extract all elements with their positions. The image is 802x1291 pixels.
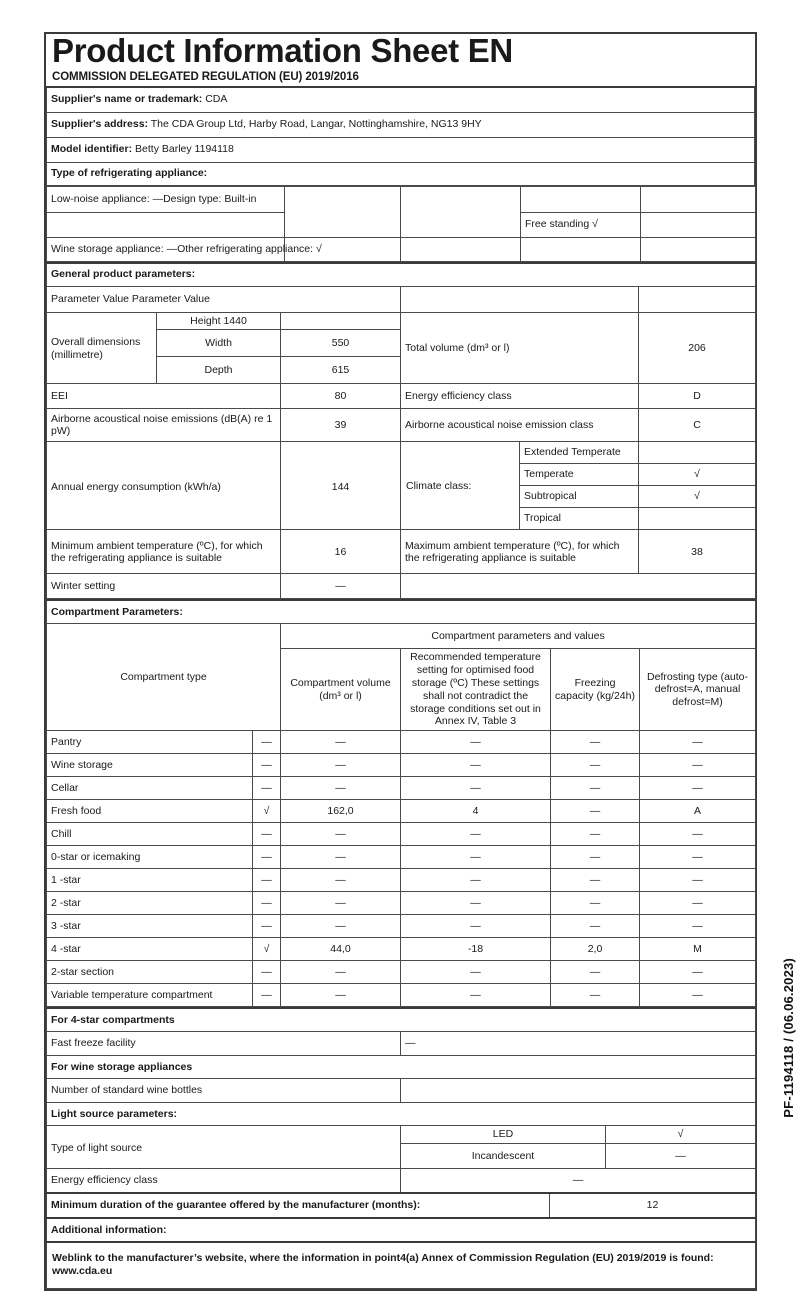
weblink-text: Weblink to the manufacturer’s website, where the information in point4(a) Annex of Commission Regulation (EU) 2019/2019 is found: www.cda.eu bbox=[47, 1242, 756, 1289]
dimensions-height-row bbox=[47, 312, 756, 330]
wine-storage-section-row bbox=[47, 1056, 756, 1079]
appliance-type-blank-b bbox=[401, 186, 521, 237]
compartment-freezing: — bbox=[551, 823, 640, 846]
compartment-present: — bbox=[253, 892, 281, 915]
climate-value-temperate: √ bbox=[639, 464, 755, 486]
compartment-volume: — bbox=[281, 892, 401, 915]
energy-class-value: D bbox=[639, 384, 756, 409]
compartment-defrost: — bbox=[640, 823, 756, 846]
subtitle-row bbox=[46, 69, 755, 86]
low-noise-cell bbox=[47, 186, 285, 212]
document-reference-code: PF-1194118 / (06.06.2023) bbox=[781, 958, 796, 1118]
table-row bbox=[47, 984, 756, 1007]
supplier-address-label: Supplier's address: bbox=[51, 118, 149, 131]
compartment-name: Wine storage bbox=[47, 754, 253, 777]
table-row bbox=[47, 823, 756, 846]
compartment-defrost-header: Defrosting type (auto-defrost=A, manual defrost=M) bbox=[640, 649, 756, 731]
fast-freeze-value: — bbox=[401, 1032, 756, 1056]
supplier-name-row bbox=[47, 87, 755, 113]
subtitle-cell bbox=[46, 69, 755, 86]
compartment-volume: — bbox=[281, 823, 401, 846]
compartment-temp: — bbox=[401, 731, 551, 754]
header-block bbox=[46, 34, 755, 86]
compartment-defrost: — bbox=[640, 777, 756, 800]
fast-freeze-row bbox=[47, 1032, 756, 1056]
annual-energy-label: Annual energy consumption (kWh/a) bbox=[47, 442, 281, 530]
compartment-present: √ bbox=[253, 800, 281, 823]
compartment-defrost: — bbox=[640, 984, 756, 1007]
wine-bottles-value bbox=[401, 1079, 756, 1103]
winter-setting-blank bbox=[401, 574, 756, 599]
led-value: √ bbox=[606, 1126, 756, 1144]
height-label: Height 1440 bbox=[157, 312, 281, 330]
footer-block bbox=[46, 1007, 756, 1289]
title-row bbox=[46, 34, 755, 69]
general-section-row bbox=[47, 263, 756, 287]
model-identifier-value: Betty Barley 1194118 bbox=[135, 143, 234, 156]
supplier-name-label: Supplier's name or trademark: bbox=[51, 93, 203, 106]
winter-setting-row bbox=[47, 574, 756, 599]
compartment-present: — bbox=[253, 754, 281, 777]
climate-value-extended-temperate bbox=[639, 442, 755, 464]
light-source-led-row bbox=[47, 1126, 756, 1144]
compartment-name: 2-star section bbox=[47, 961, 253, 984]
light-source-section-row bbox=[47, 1103, 756, 1126]
compartment-defrost: — bbox=[640, 846, 756, 869]
compartment-volume: 162,0 bbox=[281, 800, 401, 823]
wine-other-blank-d bbox=[641, 237, 756, 261]
appliance-type-section-label: Type of refrigerating appliance: bbox=[47, 162, 755, 185]
table-row bbox=[47, 892, 756, 915]
guarantee-value: 12 bbox=[550, 1193, 756, 1218]
led-label: LED bbox=[401, 1126, 606, 1144]
compartment-name: Cellar bbox=[47, 777, 253, 800]
compartment-freezing: — bbox=[551, 892, 640, 915]
compartment-freezing: — bbox=[551, 984, 640, 1007]
min-ambient-label: Minimum ambient temperature (ºC), for which the refrigerating appliance is suitable bbox=[47, 530, 281, 574]
table-row bbox=[47, 938, 756, 961]
low-noise-spacer bbox=[47, 212, 285, 237]
overall-dimensions-label: Overall dimensions (millimetre) bbox=[47, 312, 157, 384]
compartment-present: — bbox=[253, 731, 281, 754]
model-identifier-label: Model identifier: bbox=[51, 143, 133, 156]
supplier-name-cell bbox=[47, 87, 755, 113]
compartment-defrost: — bbox=[640, 869, 756, 892]
compartment-defrost: — bbox=[640, 754, 756, 777]
additional-info-section-label: Additional information: bbox=[47, 1218, 756, 1242]
light-source-section-label: Light source parameters: bbox=[47, 1103, 756, 1126]
compartment-volume: 44,0 bbox=[281, 938, 401, 961]
compartment-present: — bbox=[253, 823, 281, 846]
ambient-temperature-row bbox=[47, 530, 756, 574]
compartment-freezing: — bbox=[551, 915, 640, 938]
table-row bbox=[47, 961, 756, 984]
wine-other-blank-c bbox=[521, 237, 641, 261]
compartment-temp: — bbox=[401, 846, 551, 869]
energy-class-label: Energy efficiency class bbox=[401, 384, 639, 409]
compartment-volume: — bbox=[281, 961, 401, 984]
wine-other-label: Wine storage appliance: —Other refrigerating appliance: √ bbox=[51, 242, 322, 255]
supplier-name-value: CDA bbox=[205, 93, 228, 106]
product-information-sheet bbox=[44, 32, 757, 1291]
compartment-name: 0-star or icemaking bbox=[47, 846, 253, 869]
parameter-value-header: Parameter Value Parameter Value bbox=[47, 286, 401, 312]
compartment-volume: — bbox=[281, 754, 401, 777]
light-energy-class-label: Energy efficiency class bbox=[47, 1169, 401, 1194]
page-subtitle: COMMISSION DELEGATED REGULATION (EU) 2019/2016 bbox=[52, 70, 359, 83]
compartment-freezing: — bbox=[551, 869, 640, 892]
compartment-defrost: M bbox=[640, 938, 756, 961]
appliance-type-block bbox=[46, 186, 756, 262]
width-value: 550 bbox=[281, 330, 401, 357]
climate-row-subtropical: Subtropical bbox=[520, 486, 639, 508]
compartment-temp: — bbox=[401, 777, 551, 800]
winter-setting-value: — bbox=[281, 574, 401, 599]
model-identifier-row bbox=[47, 137, 755, 162]
general-section-label: General product parameters: bbox=[47, 263, 756, 287]
parameter-value-header-row bbox=[47, 286, 756, 312]
compartment-temp: — bbox=[401, 892, 551, 915]
guarantee-row bbox=[47, 1193, 756, 1218]
supplier-address-value: The CDA Group Ltd, Harby Road, Langar, Nottinghamshire, NG13 9HY bbox=[150, 118, 482, 131]
weblink-row bbox=[47, 1242, 756, 1289]
supplier-address-row bbox=[47, 112, 755, 137]
free-standing-label: Free standing √ bbox=[521, 212, 641, 237]
compartment-freezing: — bbox=[551, 846, 640, 869]
parameter-value-blank-b bbox=[639, 286, 756, 312]
compartment-name: 1 -star bbox=[47, 869, 253, 892]
compartment-temp: — bbox=[401, 823, 551, 846]
wine-bottles-row bbox=[47, 1079, 756, 1103]
compartment-name: 3 -star bbox=[47, 915, 253, 938]
compartment-header-row-1 bbox=[47, 624, 756, 649]
max-ambient-label: Maximum ambient temperature (ºC), for which the refrigerating appliance is suitable bbox=[401, 530, 639, 574]
compartment-name: Fresh food bbox=[47, 800, 253, 823]
total-volume-value: 206 bbox=[639, 312, 756, 384]
supplier-block bbox=[46, 86, 755, 186]
wine-storage-section-label: For wine storage appliances bbox=[47, 1056, 756, 1079]
compartment-freezing: — bbox=[551, 754, 640, 777]
supplier-address-cell bbox=[47, 112, 755, 137]
compartment-name: 4 -star bbox=[47, 938, 253, 961]
table-row bbox=[47, 754, 756, 777]
compartment-defrost: — bbox=[640, 915, 756, 938]
compartment-present: — bbox=[253, 961, 281, 984]
climate-class-names bbox=[519, 442, 639, 529]
compartment-freezing-header: Freezing capacity (kg/24h) bbox=[551, 649, 640, 731]
compartment-params-header: Compartment parameters and values bbox=[281, 624, 756, 649]
appliance-type-blank-d bbox=[641, 186, 756, 212]
light-energy-class-value: — bbox=[401, 1169, 756, 1194]
compartment-freezing: — bbox=[551, 731, 640, 754]
parameter-value-blank-a bbox=[401, 286, 639, 312]
light-energy-class-row bbox=[47, 1169, 756, 1194]
total-volume-label: Total volume (dm³ or l) bbox=[401, 312, 639, 384]
eei-row bbox=[47, 384, 756, 409]
climate-class-cell bbox=[401, 442, 639, 530]
low-noise-row bbox=[47, 186, 756, 212]
free-standing-blank bbox=[641, 212, 756, 237]
compartment-defrost: — bbox=[640, 731, 756, 754]
page-title: Product Information Sheet EN bbox=[52, 32, 513, 69]
compartment-section-row bbox=[47, 600, 756, 624]
compartment-name: Pantry bbox=[47, 731, 253, 754]
incandescent-label: Incandescent bbox=[401, 1144, 606, 1169]
compartment-temp: — bbox=[401, 869, 551, 892]
climate-value-tropical bbox=[639, 508, 755, 529]
table-row bbox=[47, 915, 756, 938]
eei-value: 80 bbox=[281, 384, 401, 409]
compartment-freezing: 2,0 bbox=[551, 938, 640, 961]
compartment-freezing: — bbox=[551, 961, 640, 984]
depth-label: Depth bbox=[157, 357, 281, 384]
compartment-temp: -18 bbox=[401, 938, 551, 961]
model-identifier-cell bbox=[47, 137, 755, 162]
compartment-temp: 4 bbox=[401, 800, 551, 823]
climate-class-values bbox=[639, 442, 756, 530]
table-row bbox=[47, 731, 756, 754]
table-row bbox=[47, 800, 756, 823]
climate-class-label: Climate class: bbox=[406, 479, 472, 492]
noise-label: Airborne acoustical noise emissions (dB(A) re 1 pW) bbox=[47, 409, 281, 442]
compartment-name: 2 -star bbox=[47, 892, 253, 915]
table-row bbox=[47, 869, 756, 892]
depth-value: 615 bbox=[281, 357, 401, 384]
appliance-type-blank-a bbox=[285, 186, 401, 237]
compartment-temp: — bbox=[401, 961, 551, 984]
low-noise-label: Low-noise appliance: —Design type: Built-in bbox=[51, 192, 257, 205]
wine-other-row bbox=[47, 237, 756, 261]
wine-other-cell bbox=[47, 237, 322, 261]
compartment-present: — bbox=[253, 984, 281, 1007]
wine-bottles-label: Number of standard wine bottles bbox=[47, 1079, 401, 1103]
width-label: Width bbox=[157, 330, 281, 357]
light-source-type-label: Type of light source bbox=[47, 1126, 401, 1169]
eei-label: EEI bbox=[47, 384, 281, 409]
compartment-defrost: — bbox=[640, 961, 756, 984]
climate-row-extended-temperate: Extended Temperate bbox=[520, 442, 639, 464]
compartment-freezing: — bbox=[551, 800, 640, 823]
appliance-type-section-row bbox=[47, 162, 755, 185]
compartment-freezing: — bbox=[551, 777, 640, 800]
compartment-volume: — bbox=[281, 731, 401, 754]
table-row bbox=[47, 777, 756, 800]
four-star-section-row bbox=[47, 1008, 756, 1032]
title-cell bbox=[46, 34, 755, 69]
compartment-present: — bbox=[253, 915, 281, 938]
compartment-defrost: A bbox=[640, 800, 756, 823]
appliance-type-blank-c bbox=[521, 186, 641, 212]
min-ambient-value: 16 bbox=[281, 530, 401, 574]
compartment-volume-header: Compartment volume (dm³ or l) bbox=[281, 649, 401, 731]
compartment-volume: — bbox=[281, 846, 401, 869]
compartment-present: √ bbox=[253, 938, 281, 961]
table-row bbox=[47, 846, 756, 869]
compartment-defrost: — bbox=[640, 892, 756, 915]
climate-value-subtropical: √ bbox=[639, 486, 755, 508]
guarantee-label: Minimum duration of the guarantee offered by the manufacturer (months): bbox=[47, 1193, 550, 1218]
compartment-name: Variable temperature compartment bbox=[47, 984, 253, 1007]
compartment-type-header: Compartment type bbox=[47, 624, 281, 731]
compartment-temp-header: Recommended temperature setting for optimised food storage (ºC) These settings shall not contradict the storage conditions set out in Annex IV, Table 3 bbox=[401, 649, 551, 731]
height-value bbox=[281, 312, 401, 330]
compartment-present: — bbox=[253, 777, 281, 800]
noise-row bbox=[47, 409, 756, 442]
wine-other-blank-b bbox=[401, 237, 521, 261]
climate-row-temperate: Temperate bbox=[520, 464, 639, 486]
compartment-volume: — bbox=[281, 915, 401, 938]
fast-freeze-label: Fast freeze facility bbox=[47, 1032, 401, 1056]
noise-class-label: Airborne acoustical noise emission class bbox=[401, 409, 639, 442]
general-parameters-block bbox=[46, 262, 756, 600]
four-star-section-label: For 4-star compartments bbox=[47, 1008, 756, 1032]
winter-setting-label: Winter setting bbox=[47, 574, 281, 599]
compartment-parameters-block bbox=[46, 599, 756, 1007]
noise-value: 39 bbox=[281, 409, 401, 442]
compartment-volume: — bbox=[281, 984, 401, 1007]
incandescent-value: — bbox=[606, 1144, 756, 1169]
annual-energy-value: 144 bbox=[281, 442, 401, 530]
additional-info-section-row bbox=[47, 1218, 756, 1242]
noise-class-value: C bbox=[639, 409, 756, 442]
compartment-present: — bbox=[253, 869, 281, 892]
compartment-temp: — bbox=[401, 754, 551, 777]
compartment-name: Chill bbox=[47, 823, 253, 846]
compartment-temp: — bbox=[401, 984, 551, 1007]
max-ambient-value: 38 bbox=[639, 530, 756, 574]
climate-row-tropical: Tropical bbox=[524, 512, 561, 525]
compartment-volume: — bbox=[281, 777, 401, 800]
compartment-temp: — bbox=[401, 915, 551, 938]
compartment-present: — bbox=[253, 846, 281, 869]
compartment-volume: — bbox=[281, 869, 401, 892]
compartment-section-label: Compartment Parameters: bbox=[47, 600, 756, 624]
